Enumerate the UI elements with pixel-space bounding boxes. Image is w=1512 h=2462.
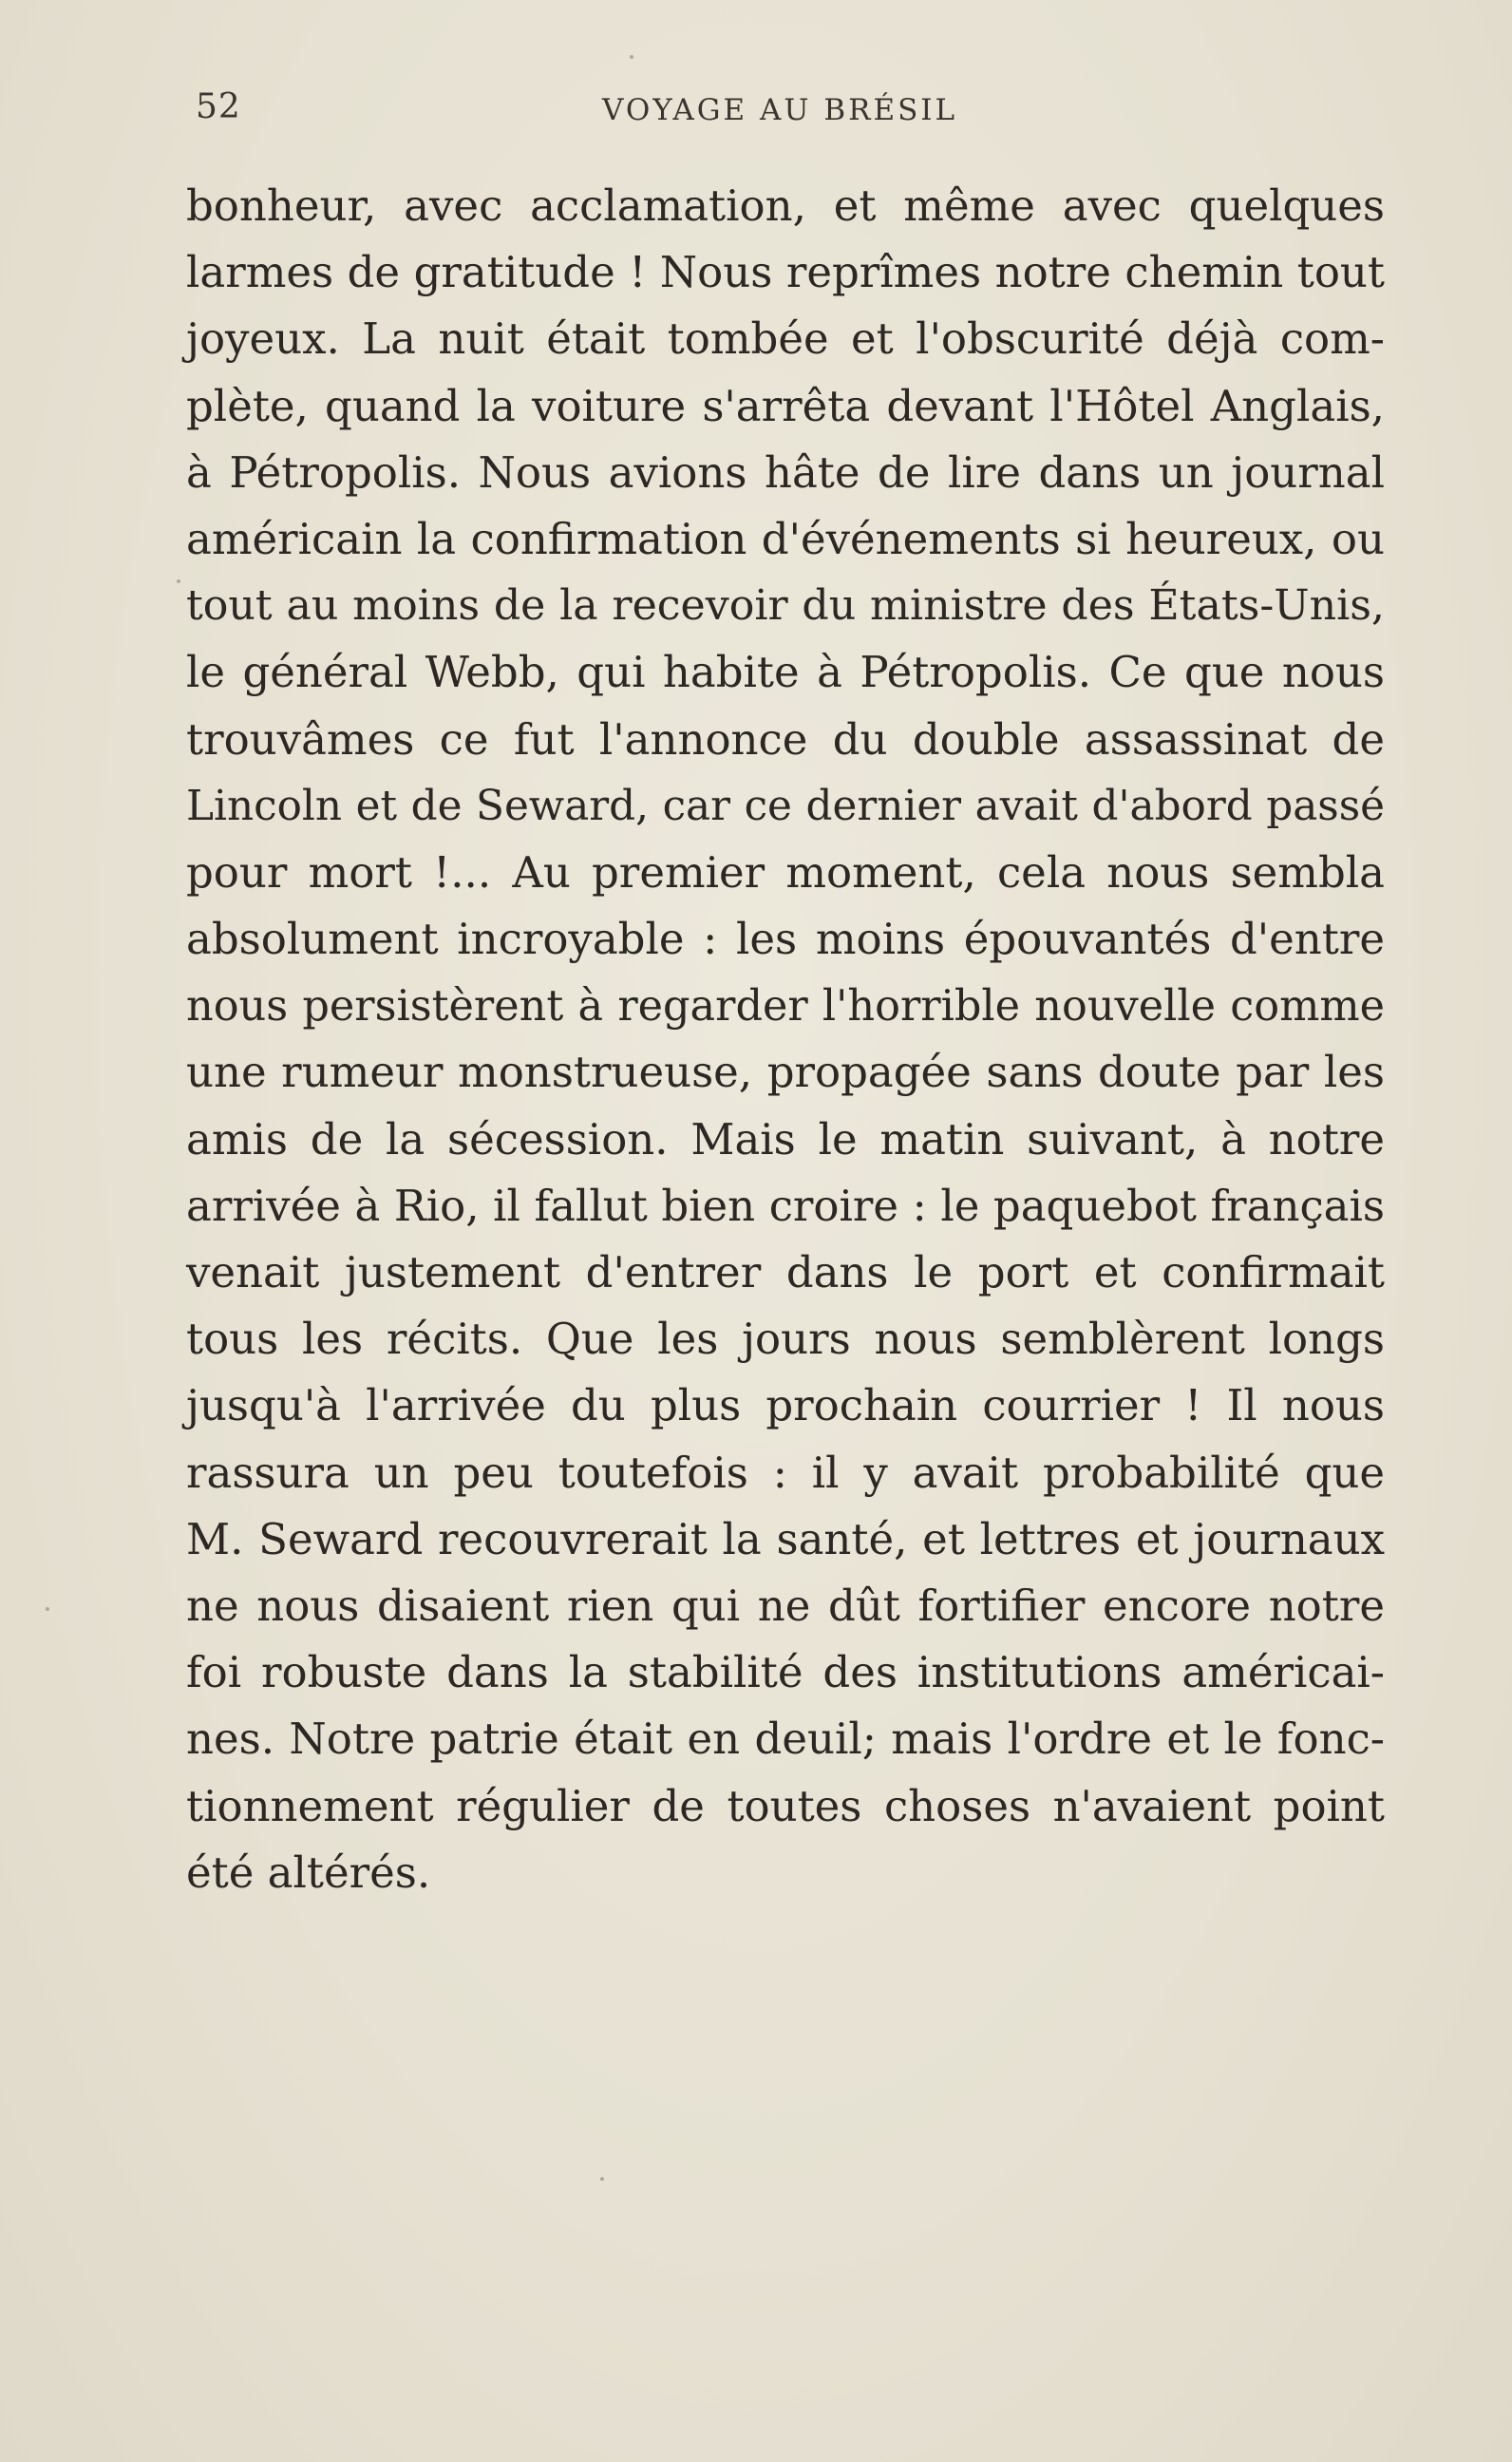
text-line: américain la confirmation d'événements si heureux, ou [186, 513, 1385, 564]
text-line: larmes de gratitude ! Nous reprîmes notre chemin tout [186, 247, 1385, 298]
page-number: 52 [196, 87, 241, 126]
text-line: tout au moins de la recevoir du ministre des États-Unis, [186, 581, 1385, 631]
text-line: plète, quand la voiture s'arrêta devant l'Hôtel Anglais, [186, 380, 1385, 431]
text-line: venait justement d'entrer dans le port et confirmait [186, 1247, 1385, 1297]
text-line: bonheur, avec acclamation, et même avec quelques [186, 180, 1385, 231]
text-line: foi robuste dans la stabilité des institutions américai- [186, 1647, 1385, 1698]
text-line: tous les récits. Que les jours nous semblèrent longs [186, 1314, 1385, 1365]
text-line: ne nous disaient rien qui ne dût fortifier encore notre [186, 1580, 1385, 1631]
text-line: tionnement régulier de toutes choses n'avaient point [186, 1780, 1385, 1831]
text-line: M. Seward recouvrerait la santé, et lettres et journaux [186, 1513, 1385, 1564]
text-line: Lincoln et de Seward, car ce dernier avait d'abord passé [186, 781, 1385, 830]
paper-speck [630, 55, 633, 59]
running-title: VOYAGE AU BRÉSIL [602, 93, 958, 127]
text-line: le général Webb, qui habite à Pétropolis. Ce que nous [186, 647, 1385, 698]
paper-speck [46, 1607, 49, 1611]
text-line: absolument incroyable : les moins épouvantés d'entre [186, 914, 1385, 965]
text-line: une rumeur monstrueuse, propagée sans doute par les [186, 1047, 1385, 1098]
text-line: joyeux. La nuit était tombée et l'obscurité déjà com- [186, 313, 1385, 365]
text-line: nous persistèrent à regarder l'horrible nouvelle comme [186, 981, 1385, 1032]
page-header [184, 87, 1383, 144]
text-line: jusqu'à l'arrivée du plus prochain courrier ! Il nous [186, 1380, 1385, 1431]
text-line: amis de la sécession. Mais le matin suivant, à notre [186, 1113, 1385, 1165]
text-line: arrivée à Rio, il fallut bien croire : le paquebot français [186, 1180, 1385, 1231]
text-line: nes. Notre patrie était en deuil; mais l'ordre et le fonc- [186, 1714, 1385, 1765]
text-line: pour mort !... Au premier moment, cela nous sembla [186, 846, 1385, 898]
text-line: à Pétropolis. Nous avions hâte de lire dans un journal [186, 446, 1385, 498]
text-line: trouvâmes ce fut l'annonce du double assassinat de [186, 713, 1385, 765]
body-text [186, 173, 1385, 1906]
paper-speck [177, 579, 180, 583]
text-line: rassura un peu toutefois : il y avait probabilité que [186, 1447, 1385, 1498]
paper-speck [600, 2177, 604, 2181]
text-line: été altérés. [186, 1846, 431, 1898]
